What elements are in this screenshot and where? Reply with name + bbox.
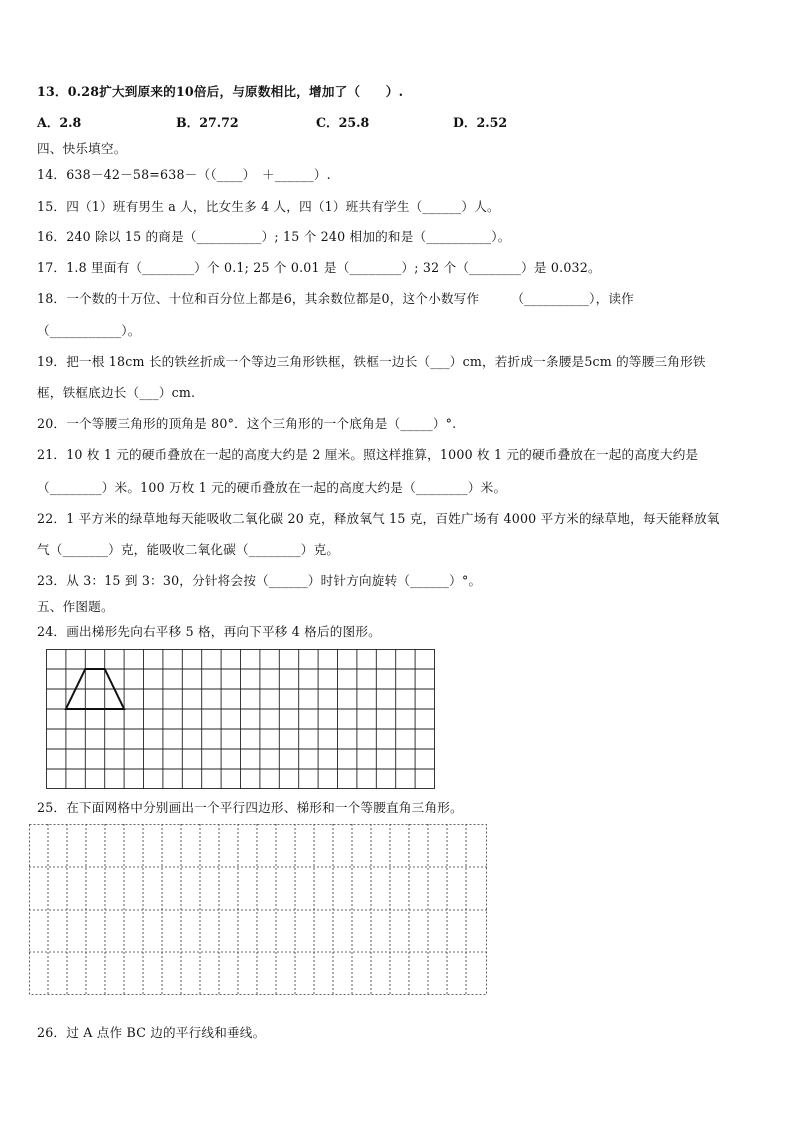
question-23: 23．从 3：15 到 3：30，分针将会按（______）时针方向旋转（______）°。 <box>37 573 482 588</box>
question-13: 13．0.28扩大到原来的10倍后，与原数相比，增加了（ ）. <box>37 84 404 99</box>
question-21-line-1: 21．10 枚 1 元的硬币叠放在一起的高度大约是 2 厘米。照这样推算，1000 枚 1 元的硬币叠放在一起的高度大约是 <box>37 447 699 462</box>
q24-grid <box>46 649 436 790</box>
question-22-line-2: 气（_______）克，能吸收二氧化碳（________）克。 <box>37 542 340 557</box>
q13-option-c: C．25.8 <box>316 115 370 130</box>
section-4-title: 四、快乐填空。 <box>37 141 127 156</box>
question-26: 26．过 A 点作 BC 边的平行线和垂线。 <box>37 1025 266 1040</box>
q13-option-b: B．27.72 <box>176 115 239 130</box>
question-22-line-1: 22．1 平方米的绿草地每天能吸收二氧化碳 20 克，释放氧气 15 克，百姓广场有 4000 平方米的绿草地，每天能释放氧 <box>37 511 720 526</box>
section-5-title: 五、作图题。 <box>37 599 114 614</box>
question-19-line-1: 19．把一根 18cm 长的铁丝折成一个等边三角形铁框，铁框一边长（___）cm，若折成一条腰是5cm 的等腰三角形铁 <box>37 354 706 369</box>
question-19-line-2: 框，铁框底边长（___）cm. <box>37 385 196 400</box>
question-15: 15．四（1）班有男生 a 人，比女生多 4 人，四（1）班共有学生（______）人。 <box>37 199 500 214</box>
question-18-line-1: 18．一个数的十万位、十位和百分位上都是6，其余数位都是0，这个小数写作 （__________），读作 <box>37 291 634 306</box>
question-14: 14．638－42－58=638－（（____） ＋______）. <box>37 167 331 182</box>
question-20: 20．一个等腰三角形的顶角是 80°．这个三角形的一个底角是（_____）°. <box>37 416 457 431</box>
q13-option-d: D．2.52 <box>453 115 508 130</box>
question-25: 25．在下面网格中分别画出一个平行四边形、梯形和一个等腰直角三角形。 <box>37 800 463 815</box>
question-21-line-2: （________）米。100 万枚 1 元的硬币叠放在一起的高度大约是（________）米。 <box>37 480 507 495</box>
question-18-line-2: （___________）。 <box>37 323 141 338</box>
question-17: 17．1.8 里面有（________）个 0.1; 25 个 0.01 是（________）; 32 个（________）是 0.032。 <box>37 260 601 275</box>
q13-option-a: A．2.8 <box>37 115 82 130</box>
question-24: 24．画出梯形先向右平移 5 格，再向下平移 4 格后的图形。 <box>37 624 381 639</box>
question-16: 16．240 除以 15 的商是（__________）; 15 个 240 相加的和是（__________）。 <box>37 229 511 244</box>
q25-grid <box>29 824 488 996</box>
